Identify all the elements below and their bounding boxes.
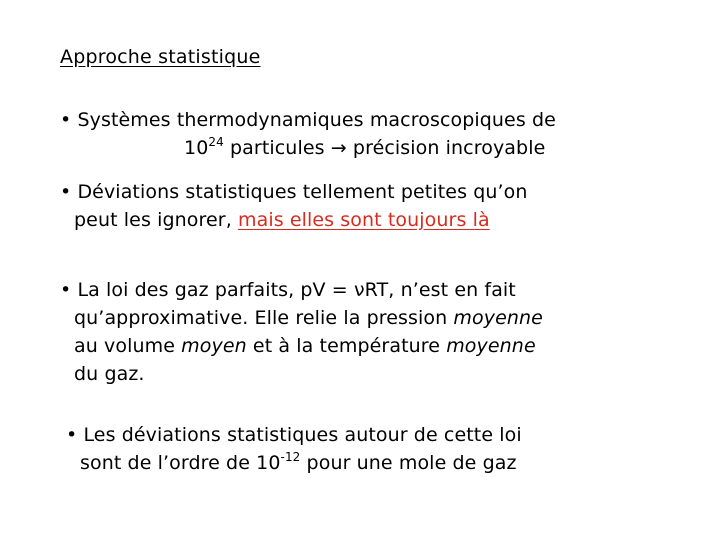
bullet-4-line-2 [80, 451, 517, 475]
bullet-3-line-2-text: qu’approximative. Elle relie la pression [74, 307, 454, 329]
bullet-3-line-2-emphasis: moyenne [453, 307, 543, 329]
slide-title: Approche statistique [60, 46, 261, 68]
bullet-4-rest: pour une mole de gaz [300, 452, 517, 474]
bullet-3-line-3-text-a: au volume [74, 335, 182, 357]
bullet-1-exponent: 24 [208, 135, 224, 149]
bullet-2-highlight: mais elles sont toujours là [237, 209, 490, 231]
bullet-3-line-3-emphasis-b: moyenne [446, 335, 536, 357]
bullet-2-line-1: • Déviations statistiques tellement petites qu’on [60, 181, 528, 203]
bullet-1-line-2 [184, 136, 545, 160]
bullet-4-text: sont de l’ordre de 10 [80, 452, 281, 474]
bullet-1-base: 10 [184, 137, 209, 159]
bullet-3-line-3-emphasis-a: moyen [181, 335, 247, 357]
bullet-3-line-4: du gaz. [74, 363, 145, 385]
bullet-2-line-2 [74, 208, 490, 232]
bullet-3-line-3 [74, 334, 536, 358]
bullet-3-line-2 [74, 306, 543, 330]
bullet-1-line-1: • Systèmes thermodynamiques macroscopiques de [60, 109, 556, 131]
bullet-1-rest: particules → précision incroyable [223, 137, 546, 159]
bullet-3-line-1: • La loi des gaz parfaits, pV = νRT, n’est en fait [60, 279, 516, 301]
bullet-4-line-1: • Les déviations statistiques autour de cette loi [66, 424, 522, 446]
bullet-4-exponent: -12 [280, 450, 301, 464]
bullet-2-text: peut les ignorer, [74, 209, 238, 231]
bullet-3-line-3-text-b: et à la température [246, 335, 447, 357]
